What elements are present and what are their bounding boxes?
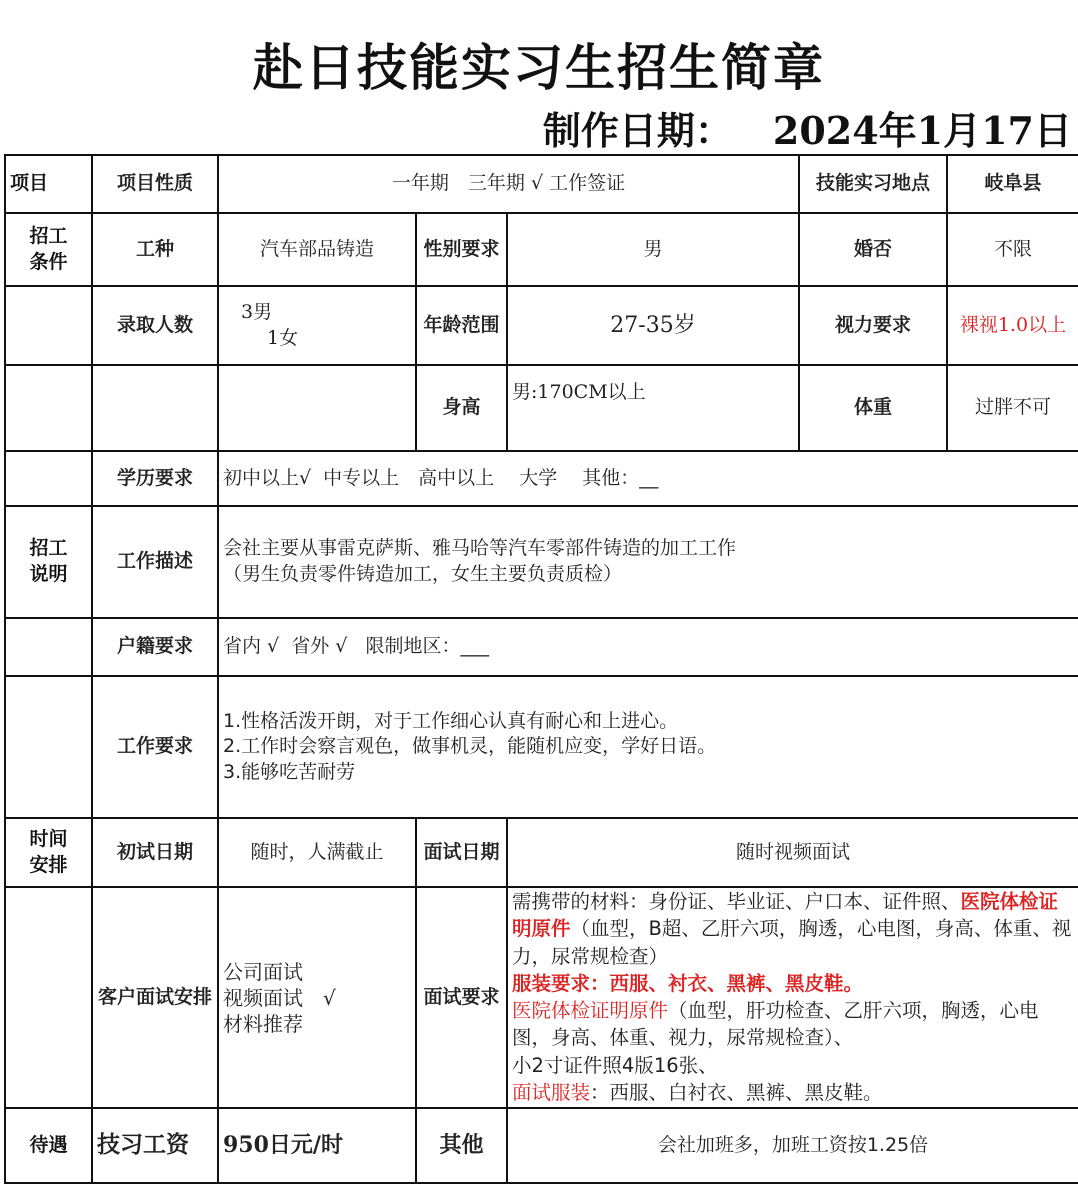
vision-value: 裸视1.0以上 xyxy=(947,286,1078,365)
job-type-value: 汽车部品铸造 xyxy=(218,213,416,286)
creation-date xyxy=(543,100,1072,155)
recruitment-table xyxy=(4,154,1078,1184)
section-line: 时间 xyxy=(29,827,68,850)
interview-requirements-value xyxy=(507,887,1078,1108)
table-row xyxy=(5,818,1078,887)
headcount-label: 录取人数 xyxy=(92,286,218,365)
work-requirement-item: 3.能够吃苦耐劳 xyxy=(223,760,356,783)
first-test-label: 初试日期 xyxy=(92,818,218,887)
table-row xyxy=(5,365,1078,451)
weight-value: 过胖不可 xyxy=(947,365,1078,451)
table-row xyxy=(5,618,1078,676)
vision-label: 视力要求 xyxy=(799,286,947,365)
client-interview-label: 客户面试安排 xyxy=(92,887,218,1108)
job-description-line: （男生负责零件铸造加工，女生主要负责质检） xyxy=(223,563,623,585)
headcount-female: 1女 xyxy=(267,326,299,349)
medical-detail: （血型，肝功检查、乙肝六项，胸透，心电图，身高、体重、视力，尿常规检查）、 xyxy=(512,999,1039,1050)
section-schedule xyxy=(5,818,92,887)
location-label: 技能实习地点 xyxy=(799,155,947,213)
interview-attire-detail: ：西服、白衬衣、黑裤、黑皮鞋。 xyxy=(590,1081,883,1105)
table-row xyxy=(5,1108,1078,1183)
work-requirements-label: 工作要求 xyxy=(92,676,218,818)
table-row xyxy=(5,286,1078,365)
job-type-label: 工种 xyxy=(92,213,218,286)
wage-value: 950日元/时 xyxy=(218,1108,416,1183)
option-video-interview: 视频面试 √ xyxy=(223,985,336,1010)
section-hiring-conditions xyxy=(5,213,92,286)
option-material-recommend: 材料推荐 xyxy=(223,1011,303,1036)
table-row xyxy=(5,451,1078,506)
education-label: 学历要求 xyxy=(92,451,218,506)
age-label: 年龄范围 xyxy=(416,286,507,365)
gender-value: 男 xyxy=(507,213,799,286)
height-value: 男:170CM以上 xyxy=(507,365,799,451)
other-label: 其他 xyxy=(416,1108,507,1183)
photo-requirement: 小2寸证件照4版16张、 xyxy=(512,1053,718,1077)
section-line: 说明 xyxy=(29,563,68,585)
project-type-label: 项目性质 xyxy=(92,155,218,213)
interview-requirements-label: 面试要求 xyxy=(416,887,507,1108)
age-value: 27-35岁 xyxy=(507,286,799,365)
section-hiring-description xyxy=(5,506,92,618)
materials-text: 需携带的材料：身份证、毕业证、户口本、证件照、 xyxy=(512,890,961,913)
gender-label: 性别要求 xyxy=(416,213,507,286)
project-header: 项目 xyxy=(5,155,92,213)
education-value: 初中以上√ 中专以上 高中以上 大学 其他：__ xyxy=(218,451,1078,506)
job-description-value xyxy=(218,506,1078,618)
marriage-label: 婚否 xyxy=(799,213,947,286)
weight-label: 体重 xyxy=(799,365,947,451)
household-value: 省内 √ 省外 √ 限制地区：___ xyxy=(218,618,1078,676)
materials-detail: （血型，B超、乙肝六项，胸透，心电图，身高、体重、视力，尿常规检查） xyxy=(512,917,1072,968)
dress-code: 服装要求：西服、衬衣、黑裤、黑皮鞋。 xyxy=(512,971,864,995)
medical-certificate: 医院体检证明原件 xyxy=(512,999,669,1023)
location-value: 岐阜县 xyxy=(947,155,1078,213)
client-interview-options xyxy=(218,887,416,1108)
first-test-value: 随时，人满截止 xyxy=(218,818,416,887)
table-row xyxy=(5,676,1078,818)
table-row xyxy=(5,155,1078,213)
work-requirement-item: 2.工作时会察言观色，做事机灵，能随机应变，学好日语。 xyxy=(223,735,717,758)
interview-date-label: 面试日期 xyxy=(416,818,507,887)
household-label: 户籍要求 xyxy=(92,618,218,676)
section-line: 安排 xyxy=(29,853,68,876)
section-line: 招工 xyxy=(29,224,68,247)
date-value: 2024年1月17日 xyxy=(772,108,1072,153)
section-line: 招工 xyxy=(29,537,68,560)
section-line: 条件 xyxy=(29,250,68,273)
headcount-male: 3男 xyxy=(241,300,273,323)
table-row xyxy=(5,887,1078,1108)
wage-label: 技习工资 xyxy=(92,1108,218,1183)
option-company-interview: 公司面试 xyxy=(223,959,303,984)
work-requirement-item: 1.性格活泼开朗，对于工作细心认真有耐心和上进心。 xyxy=(223,709,679,732)
job-description-line: 会社主要从事雷克萨斯、雅马哈等汽车零部件铸造的加工工作 xyxy=(223,537,737,560)
project-type-value: 一年期 三年期 √ 工作签证 xyxy=(218,155,799,213)
section-benefits: 待遇 xyxy=(5,1108,92,1183)
height-label: 身高 xyxy=(416,365,507,451)
headcount-value xyxy=(218,286,416,365)
table-row xyxy=(5,213,1078,286)
job-description-label: 工作描述 xyxy=(92,506,218,618)
work-requirements-value xyxy=(218,676,1078,818)
interview-date-value: 随时视频面试 xyxy=(507,818,1078,887)
table-row xyxy=(5,506,1078,618)
marriage-value: 不限 xyxy=(947,213,1078,286)
interview-attire-label: 面试服装 xyxy=(512,1081,591,1105)
date-label: 制作日期： xyxy=(542,109,733,153)
other-value: 会社加班多，加班工资按1.25倍 xyxy=(507,1108,1078,1183)
materials-highlight: 医院体检证明原件 xyxy=(512,890,1059,941)
page-title: 赴日技能实习生招生简章 xyxy=(253,39,825,97)
